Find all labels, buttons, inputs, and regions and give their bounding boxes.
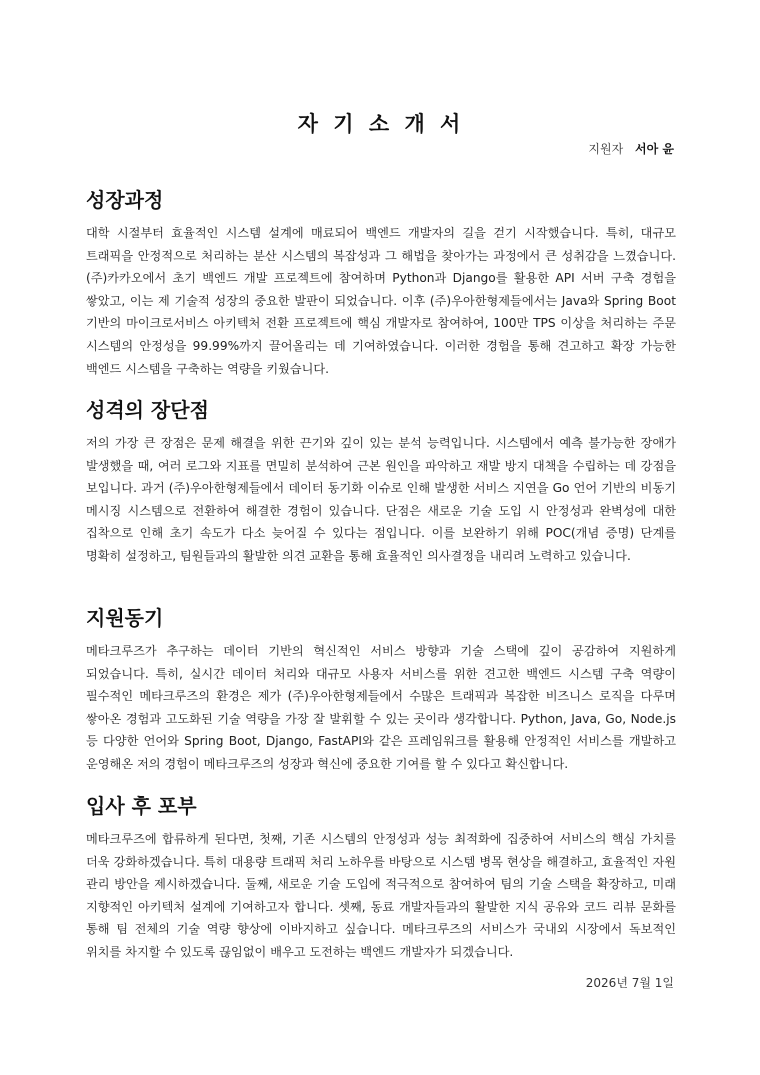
- applicant-name: 서아 윤: [635, 142, 674, 156]
- section-growth: [86, 186, 676, 380]
- applicant-label: 지원자: [588, 142, 624, 156]
- section-body: 메타크루즈가 추구하는 데이터 기반의 혁신적인 서비스 방향과 기술 스택에 깊이 공감하여 지원하게 되었습니다. 특히, 실시간 데이터 처리와 대규모 사용자 서비스를 위한 견고한 백엔드 시스템 구축 역량이 필수적인 메타크루즈의 환경은 제가 (주)우아한형제들에서 수많은 트래픽과 복잡한 비즈니스 로직을 다루며 쌓아온 경험과 고도화된 기술 역량을 가장 잘 발휘할 수 있는 곳이라 생각합니다. Python, Java, Go, Node.js 등 다양한 언어와 Spring Boot, Django, FastAPI와 같은 프레임워크를 활용해 안정적인 서비스를 개발하고 운영해온 저의 경험이 메타크루즈의 성장과 혁신에 중요한 기여를 할 수 있다고 확신합니다.: [86, 644, 676, 771]
- document-date: 2026년 7월 1일: [585, 976, 674, 990]
- section-heading: 지원동기: [86, 606, 164, 630]
- applicant-line: [588, 140, 674, 157]
- section-motivation: [86, 604, 676, 776]
- section-heading: 입사 후 포부: [86, 794, 197, 818]
- section-body: 메타크루즈에 합류하게 된다면, 첫째, 기존 시스템의 안정성과 성능 최적화에 집중하여 서비스의 핵심 가치를 더욱 강화하겠습니다. 특히 대용량 트래픽 처리 노하우를 바탕으로 시스템 병목 현상을 해결하고, 효율적인 자원 관리 방안을 제시하겠습니다. 둘째, 새로운 기술 도입에 적극적으로 참여하여 팀의 기술 스택을 확장하고, 미래 지향적인 아키텍처 설계에 기여하고자 합니다. 셋째, 동료 개발자들과의 활발한 지식 공유와 코드 리뷰 문화를 통해 팀 전체의 기술 역량 향상에 이바지하고 싶습니다. 메타크루즈의 서비스가 국내외 시장에서 독보적인 위치를 차지할 수 있도록 끊임없이 배우고 도전하는 백엔드 개발자가 되겠습니다.: [86, 832, 676, 959]
- section-heading: 성격의 장단점: [86, 398, 209, 422]
- section-body: 저의 가장 큰 장점은 문제 해결을 위한 끈기와 깊이 있는 분석 능력입니다. 시스템에서 예측 불가능한 장애가 발생했을 때, 여러 로그와 지표를 면밀히 분석하여 근본 원인을 파악하고 재발 방지 대책을 수립하는 데 강점을 보입니다. 과거 (주)우아한형제들에서 데이터 동기화 이슈로 인해 발생한 서비스 지연을 Go 언어 기반의 비동기 메시징 시스템으로 전환하여 해결한 경험이 있습니다. 단점은 새로운 기술 도입 시 안정성과 완벽성에 대한 집착으로 인해 초기 속도가 다소 늦어질 수 있다는 점입니다. 이를 보완하기 위해 POC(개념 증명) 단계를 명확히 설정하고, 팀원들과의 활발한 의견 교환을 통해 효율적인 의사결정을 내리려 노력하고 있습니다.: [86, 436, 676, 563]
- section-aspiration: [86, 792, 676, 964]
- document-title: 자 기 소 개 서: [297, 112, 465, 136]
- section-personality: [86, 396, 676, 568]
- section-body: 대학 시절부터 효율적인 시스템 설계에 매료되어 백엔드 개발자의 길을 걷기 시작했습니다. 특히, 대규모 트래픽을 안정적으로 처리하는 분산 시스템의 복잡성과 그 해법을 찾아가는 과정에서 큰 성취감을 느꼈습니다. (주)카카오에서 초기 백엔드 개발 프로젝트에 참여하며 Python과 Django를 활용한 API 서버 구축 경험을 쌓았고, 이는 제 기술적 성장의 중요한 발판이 되었습니다. 이후 (주)우아한형제들에서는 Java와 Spring Boot 기반의 마이크로서비스 아키텍처 전환 프로젝트에 핵심 개발자로 참여하여, 100만 TPS 이상을 처리하는 주문 시스템의 안정성을 99.99%까지 끌어올리는 데 기여하였습니다. 이러한 경험을 통해 견고하고 확장 가능한 백엔드 시스템을 구축하는 역량을 키웠습니다.: [86, 226, 676, 376]
- section-heading: 성장과정: [86, 188, 164, 212]
